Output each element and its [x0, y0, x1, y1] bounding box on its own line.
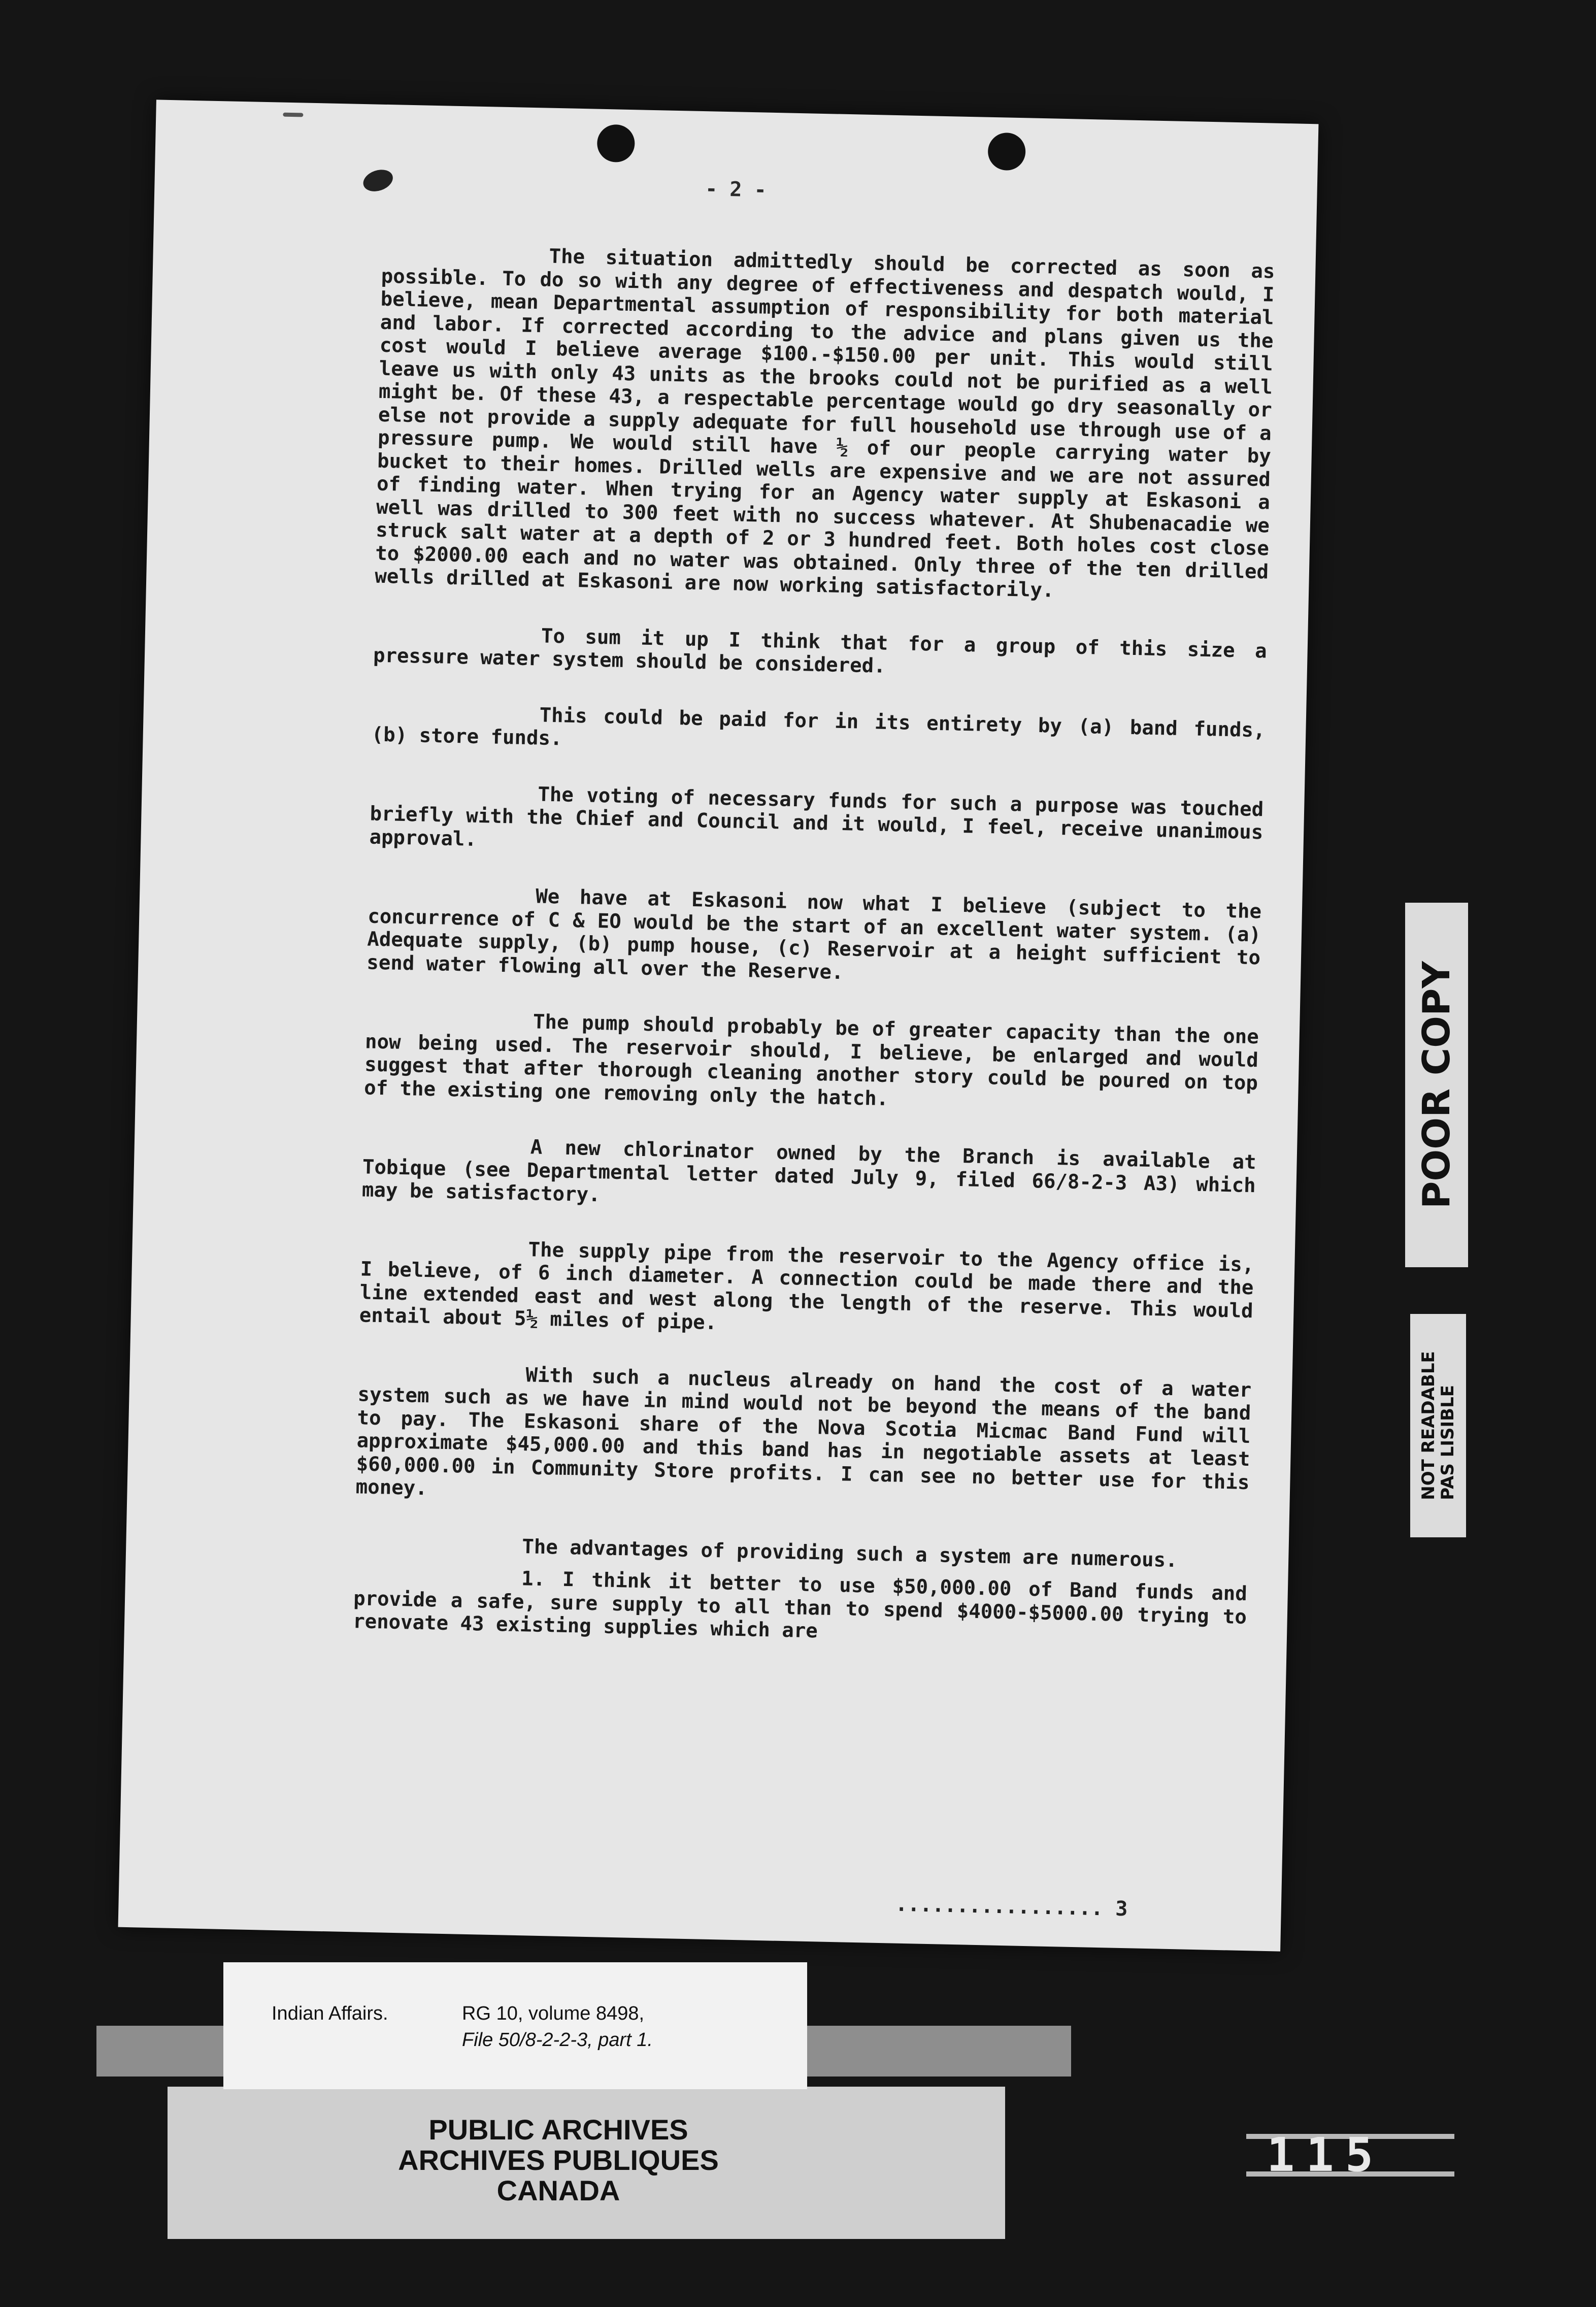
archives-line-country: CANADA — [496, 2174, 620, 2206]
paragraph: The pump should probably be of greater capacity than the one now being used. The reservoir should, I believe, be enlarged and would suggest that after thorough cleaning another story could be poured on top of the existing one removing only the hatch. — [363, 1010, 1259, 1110]
paragraph: We have at Eskasoni now what I believe (subject to the concurrence of C & EO would be the start of an excellent water system. (a) Adequate supply, (b) pump house, (c) Reservoir at a height sufficient to send water flowing all over the Reserve. — [366, 885, 1262, 984]
paragraph: To sum it up I think that for a group of this size a pressure water system should be considered. — [373, 624, 1268, 678]
frame-number: 115 — [1267, 2128, 1385, 2182]
agency-label: Indian Affairs. — [272, 2003, 388, 2024]
paragraph: The advantages of providing such a system are numerous. — [521, 1535, 1178, 1572]
letter-body — [353, 242, 1275, 1652]
not-readable-stamp — [1410, 1314, 1466, 1537]
poor-copy-text: POOR COPY — [1415, 961, 1458, 1209]
paragraph: The voting of necessary funds for such a purpose was touched briefly with the Chief and Council and it would, I feel, receive unanimous approval. — [369, 782, 1264, 851]
paragraph: The supply pipe from the reservoir to the Agency office is, I believe, of 6 inch diameter. A connection could be made there and the line extended east and west along the length of the reserve. This would entail about 5½ miles of pipe. — [359, 1238, 1254, 1335]
pas-lisible-text: PAS LISIBLE — [1438, 1385, 1458, 1500]
archive-reference-label — [223, 1962, 807, 2089]
punch-hole — [987, 133, 1026, 171]
page-mark — [283, 113, 303, 117]
archives-line-en: PUBLIC ARCHIVES — [428, 2114, 688, 2146]
frame-counter — [1246, 2130, 1454, 2181]
archives-stamp — [355, 2115, 761, 2206]
paragraph: A new chlorinator owned by the Branch is available at Tobique (see Departmental letter dated July 9, filed 66/8-2-3 A3) which may be satisfactory. — [361, 1136, 1257, 1207]
not-readable-text: NOT READABLE — [1418, 1351, 1439, 1500]
continuation-marker: ................. 3 — [895, 1892, 1128, 1921]
numbered-item: 1. I think it better to use $50,000.00 of Band funds and provide a safe, sure supply to all than to spend $4000-$5000.00 trying to renovate 43 existing supplies which are — [352, 1567, 1248, 1643]
archives-line-fr: ARCHIVES PUBLIQUES — [398, 2144, 719, 2176]
punch-hole — [597, 124, 636, 163]
record-group-label: RG 10, volume 8498, — [462, 2003, 645, 2024]
file-label: File 50/8-2-2-3, part 1. — [462, 2029, 653, 2051]
paragraph: This could be paid for in its entirety by (a) band funds, (b) store funds. — [371, 703, 1266, 750]
paragraph: The situation admittedly should be corrected as soon as possible. To do so with any degree of effectiveness and despatch would, I believe, mean Departmental assumption of responsibility for both material and labor. If corrected according to the advice and plans given us the cost would I believe average $100.-$150.00 per unit. This would still leave us with only 43 units as the brooks could not be purified as a well might be. Of these 43, a respectable percentage would go dry seasonally or else not provide a supply adequate for full household use through use of a pressure pump. We would still have ½ of our people carrying water by bucket to their homes. Drilled wells are expensive and we are not assured of finding water. When trying for an Agency water supply at Eskasoni a well was drilled to 300 feet with no success whatever. At Shubenacadie we struck salt water at a depth of 2 or 3 hundred feet. Both holes cost close to $2000.00 each and no water was obtained. Only three of the ten drilled wells drilled at Eskasoni are now working satisfactorily. — [374, 245, 1275, 602]
paragraph: With such a nucleus already on hand the cost of a water system such as we have in mind would not be beyond the means of the band to pay. The Eskasoni share of the Nova Scotia Micmac Band Fund will approximate $45,000.00 and this band has in negotiable assets at least $60,000.00 in Community Store profits. I can see no better use for this money. — [355, 1363, 1252, 1500]
poor-copy-stamp — [1405, 903, 1468, 1267]
document-page — [118, 100, 1319, 1951]
page-number: - 2 - — [705, 177, 767, 202]
